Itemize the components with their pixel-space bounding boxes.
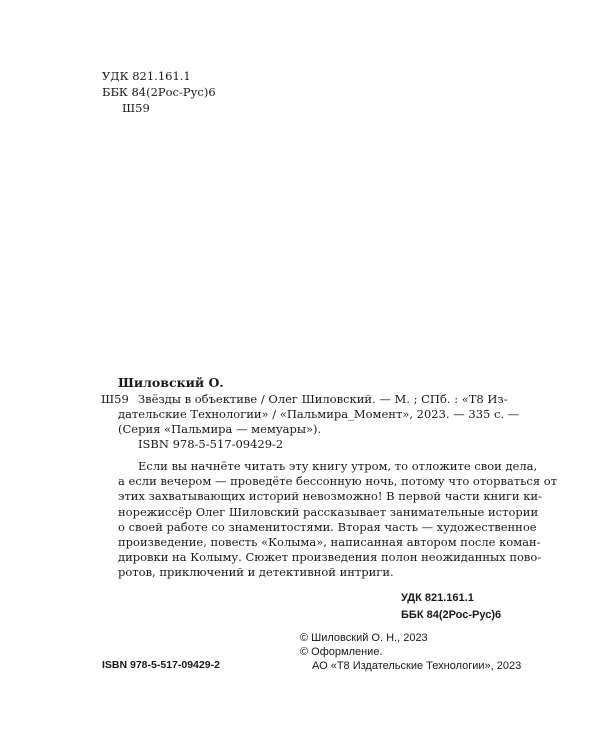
annotation-line: произведение, повесть «Колыма», написанная автором после коман- — [118, 535, 541, 550]
annotation-line: дировки на Колыму. Сюжет произведения полон неожиданных пово- — [118, 550, 542, 565]
catalog-isbn: ISBN 978-5-517-09429-2 — [138, 437, 284, 451]
bottom-isbn: ISBN 978-5-517-09429-2 — [102, 659, 220, 671]
catalog-author: Шиловский О. — [118, 375, 224, 390]
biblio-line: (Серия «Пальмира — мемуары»). — [118, 422, 322, 436]
annotation — [118, 459, 558, 581]
author-mark: Ш59 — [122, 101, 150, 115]
annotation-line: ротов, приключений и детективной интриги. — [118, 565, 394, 580]
annotation-line: норежиссёр Олег Шиловский рассказывает занимательные истории — [118, 504, 539, 519]
right-classification-codes — [401, 590, 501, 624]
annotation-line: Если вы начнёте читать эту книгу утром, то отложите свои дела, — [138, 459, 538, 473]
bbk-code-right: ББК 84(2Рос-Рус)6 — [401, 609, 502, 621]
header-classification-codes — [102, 68, 216, 116]
annotation-line: а если вечером — проведёте бессонную ночь, потому что оторваться от — [118, 474, 558, 489]
udk-code: УДК 821.161.1 — [102, 69, 191, 83]
biblio-line: Звёзды в объективе / Олег Шиловский. — М. ; СПб. : «Т8 Из- — [138, 392, 508, 406]
annotation-line: о своей работе со знаменитостями. Вторая часть — художественное — [118, 519, 537, 534]
bbk-code: ББК 84(2Рос-Рус)6 — [102, 85, 216, 99]
copyright-publisher: АО «Т8 Издательские Технологии», 2023 — [312, 660, 522, 672]
biblio-line: дательские Технологии» / «Пальмира_Момент», 2023. — 335 с. — — [118, 407, 520, 421]
catalog-author-mark: Ш59 — [101, 392, 129, 406]
copyright-block — [300, 631, 522, 673]
copyright-author: © Шиловский О. Н., 2023 — [300, 632, 428, 644]
copyright-design: © Оформление. — [300, 646, 383, 658]
bibliographic-record — [118, 392, 520, 452]
udk-code-right: УДК 821.161.1 — [401, 592, 474, 604]
annotation-line: этих захватывающих историй невозможно! В первой части книги ки- — [118, 489, 542, 504]
